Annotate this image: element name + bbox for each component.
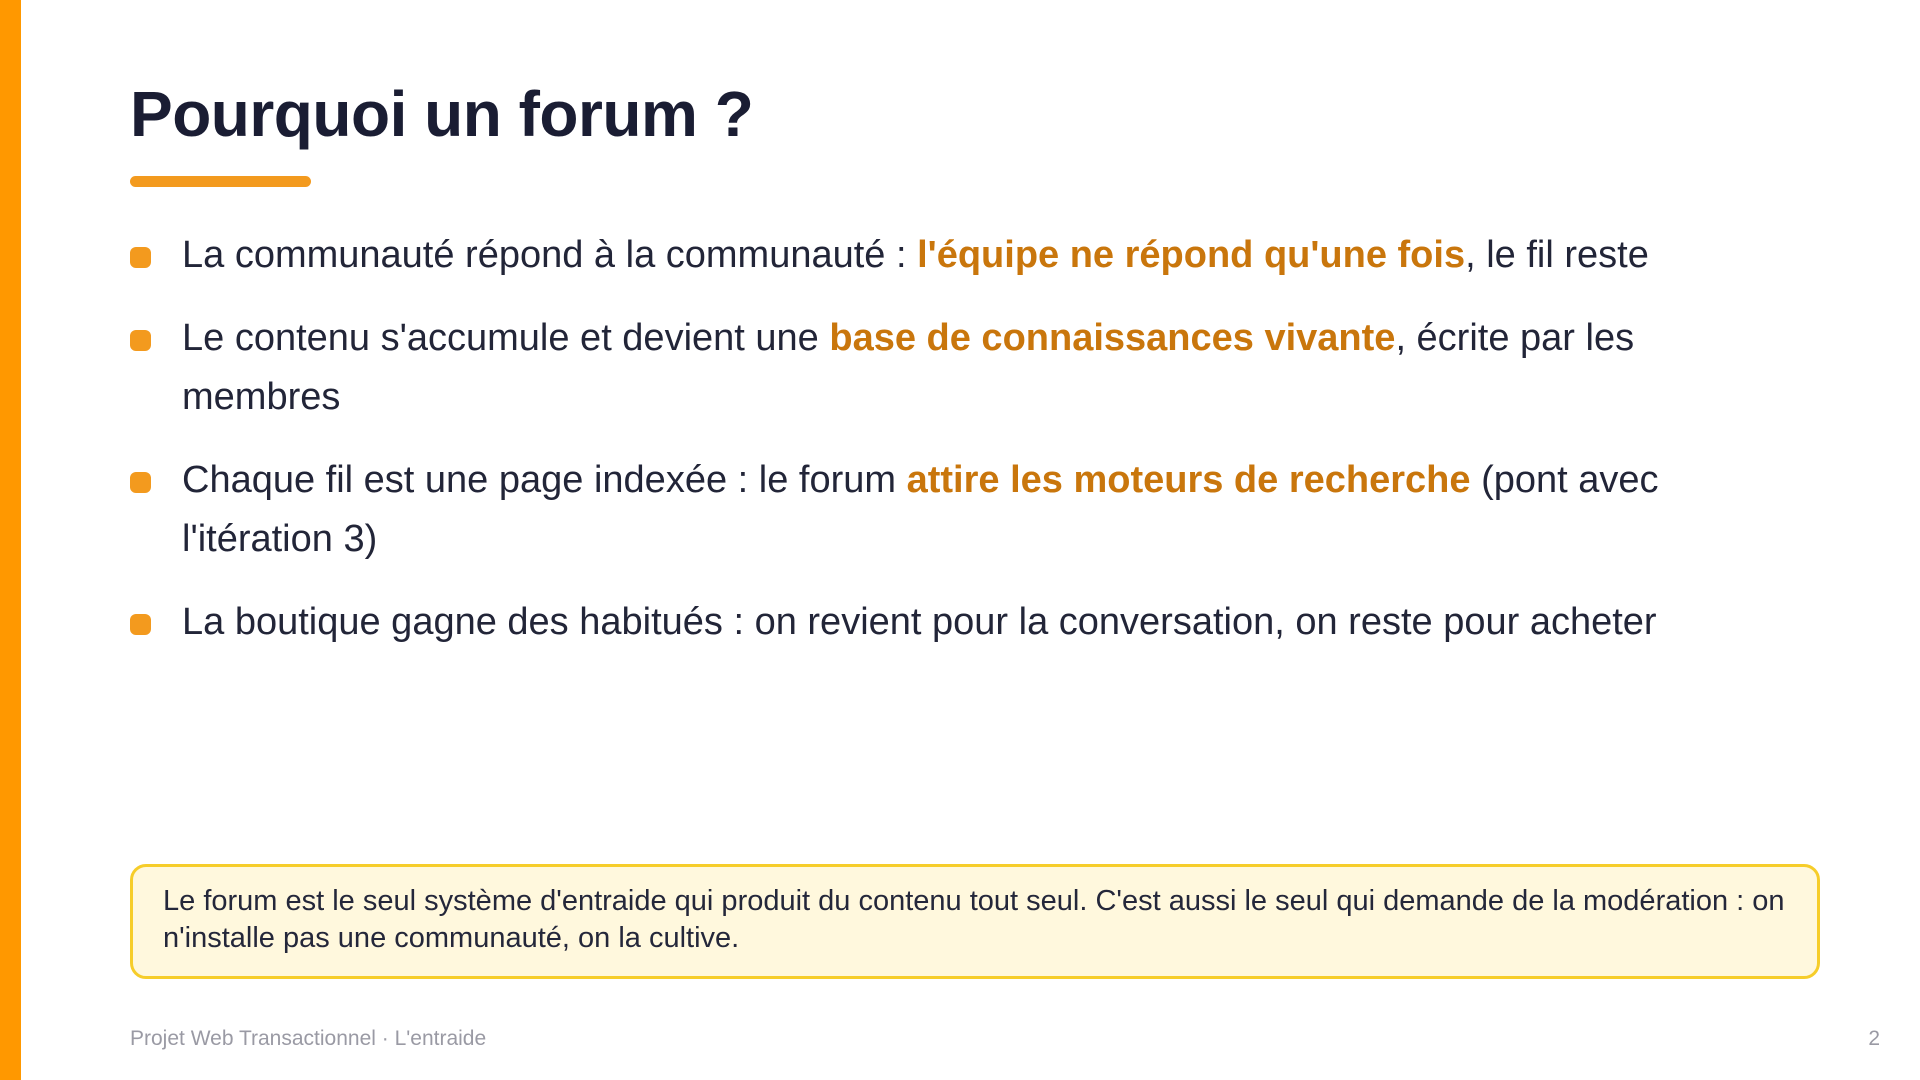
bullet-highlight: l'équipe ne répond qu'une fois (917, 234, 1466, 276)
bullet-text: Chaque fil est une page indexée : le forum (182, 459, 907, 501)
slide-title: Pourquoi un forum ? (130, 78, 754, 150)
bullet-text: , le fil reste (1465, 234, 1649, 276)
bullet-marker-icon (130, 614, 151, 635)
page-number: 2 (1868, 1027, 1880, 1050)
callout-text: Le forum est le seul système d'entraide qui produit du contenu tout seul. C'est aussi le seul qui demande de la modération : on n'installe pas une communauté, on la cultive. (163, 885, 1785, 954)
bullet-item (130, 226, 1790, 285)
bullet-highlight: base de connaissances vivante (829, 317, 1396, 359)
bullet-highlight: attire les moteurs de recherche (906, 459, 1471, 501)
bullet-item (130, 451, 1790, 569)
bullet-text: , écrite par les membres (182, 317, 1635, 418)
bullet-text: La communauté répond à la communauté : (182, 234, 918, 276)
bullet-item (130, 593, 1790, 652)
bullet-marker-icon (130, 472, 151, 493)
callout-box (130, 864, 1820, 979)
bullet-marker-icon (130, 330, 151, 351)
bullet-list (130, 226, 1790, 676)
footer-label: Projet Web Transactionnel · L'entraide (130, 1027, 487, 1050)
bullet-marker-icon (130, 247, 151, 268)
left-accent-bar (0, 0, 21, 1080)
bullet-text: Le contenu s'accumule et devient une (182, 317, 830, 359)
bullet-item (130, 309, 1790, 427)
bullet-text: (pont avec l'itération 3) (182, 459, 1659, 560)
bullet-text: La boutique gagne des habitués : on revient pour la conversation, on reste pour acheter (182, 601, 1657, 643)
title-underline (130, 176, 311, 187)
